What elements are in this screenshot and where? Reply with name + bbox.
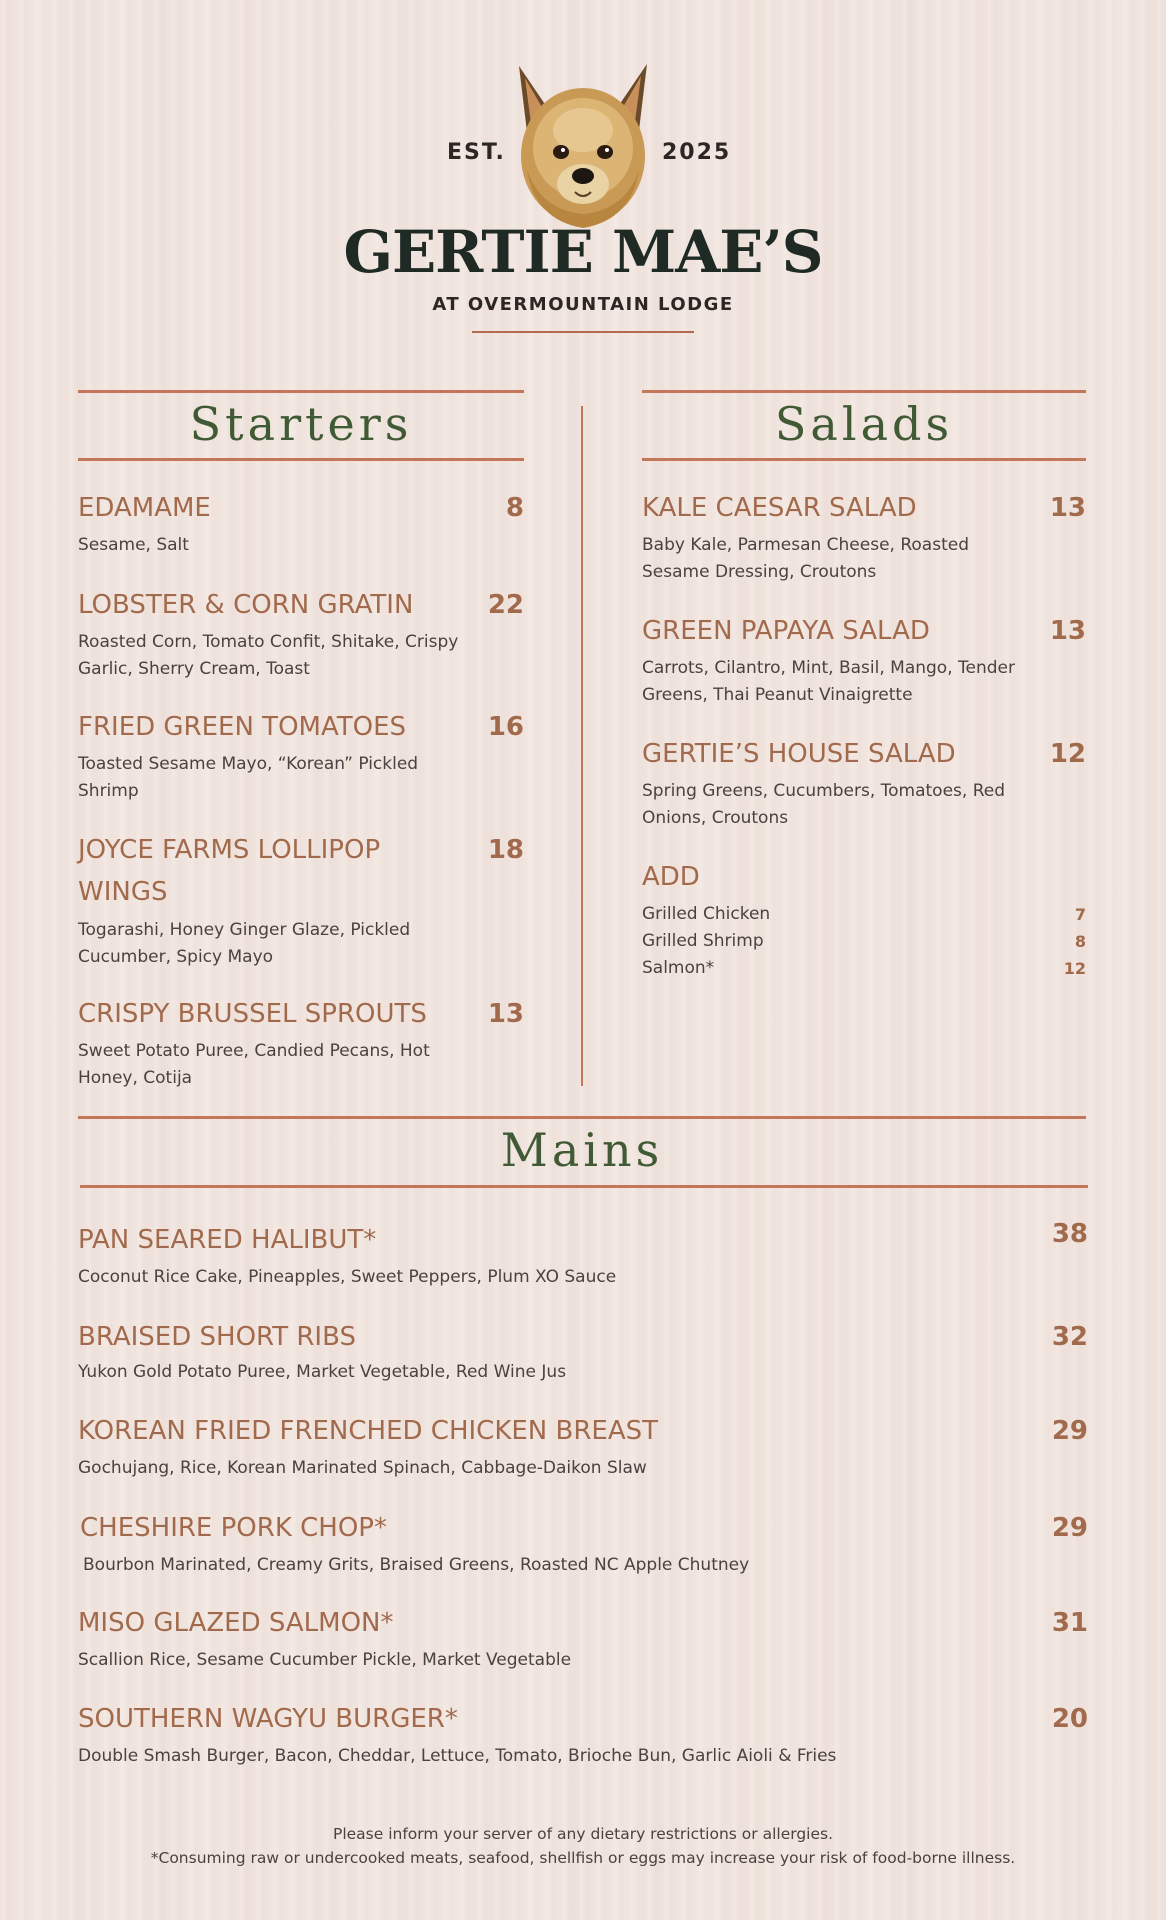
item-price: 29 <box>1051 1513 1088 1543</box>
starters-bottom-rule <box>78 458 524 461</box>
salads-top-rule <box>642 390 1086 393</box>
item-description: Spring Greens, Cucumbers, Tomatoes, Red <box>642 781 1006 801</box>
item-description: Carrots, Cilantro, Mint, Basil, Mango, Tender <box>642 658 1015 678</box>
item-description: Yukon Gold Potato Puree, Market Vegetable, Red Wine Jus <box>78 1362 567 1382</box>
add-on-name: Grilled Chicken <box>642 904 771 924</box>
item-name: GERTIE’S HOUSE SALAD <box>642 739 956 769</box>
item-name: WINGS <box>78 877 168 907</box>
mains-title: Mains <box>500 1123 664 1177</box>
item-description: Shrimp <box>78 781 139 801</box>
item-name: BRAISED SHORT RIBS <box>78 1322 356 1352</box>
item-name: GREEN PAPAYA SALAD <box>642 616 930 646</box>
item-name: LOBSTER & CORN GRATIN <box>78 590 414 620</box>
item-name: CRISPY BRUSSEL SPROUTS <box>78 999 427 1029</box>
item-price: 22 <box>487 590 524 620</box>
item-description: Baby Kale, Parmesan Cheese, Roasted <box>642 535 969 555</box>
item-price: 13 <box>487 999 524 1029</box>
item-name: JOYCE FARMS LOLLIPOP <box>78 835 381 865</box>
add-on-name: Salmon* <box>642 958 715 978</box>
item-price: 8 <box>505 493 524 523</box>
item-description: Bourbon Marinated, Creamy Grits, Braised Greens, Roasted NC Apple Chutney <box>83 1555 750 1575</box>
item-description: Double Smash Burger, Bacon, Cheddar, Lettuce, Tomato, Brioche Bun, Garlic Aioli & Fries <box>78 1746 837 1766</box>
item-description: Scallion Rice, Sesame Cucumber Pickle, Market Vegetable <box>78 1650 572 1670</box>
item-name: CHESHIRE PORK CHOP* <box>80 1513 387 1543</box>
item-name: SOUTHERN WAGYU BURGER* <box>78 1704 458 1734</box>
item-description: Onions, Croutons <box>642 808 789 828</box>
est-year: 2025 <box>662 140 732 165</box>
mains-top-rule <box>78 1116 1086 1119</box>
add-on-name: Grilled Shrimp <box>642 931 764 951</box>
item-price: 18 <box>487 835 524 865</box>
item-name: KOREAN FRIED FRENCHED CHICKEN BREAST <box>78 1416 659 1446</box>
item-name: FRIED GREEN TOMATOES <box>78 712 407 742</box>
add-on-price: 7 <box>1074 905 1086 924</box>
brand-name: GERTIE MAE’S <box>343 218 823 286</box>
item-description: Sweet Potato Puree, Candied Pecans, Hot <box>78 1041 430 1061</box>
salads-title: Salads <box>774 397 954 451</box>
item-description: Cucumber, Spicy Mayo <box>78 947 274 967</box>
column-divider <box>581 406 583 1086</box>
item-description: Togarashi, Honey Ginger Glaze, Pickled <box>78 920 411 940</box>
starters-title: Starters <box>189 397 413 451</box>
yorkshire-terrier-dog-icon <box>505 60 661 230</box>
item-price: 32 <box>1051 1322 1088 1352</box>
brand-divider <box>472 331 694 333</box>
item-description: Sesame Dressing, Croutons <box>642 562 877 582</box>
item-description: Roasted Corn, Tomato Confit, Shitake, Crispy <box>78 632 459 652</box>
item-name: PAN SEARED HALIBUT* <box>78 1225 377 1255</box>
add-ons-title: ADD <box>642 862 700 892</box>
item-description: Sesame, Salt <box>78 535 189 555</box>
item-description: Toasted Sesame Mayo, “Korean” Pickled <box>78 754 419 774</box>
brand-subtitle: AT OVERMOUNTAIN LODGE <box>432 294 734 315</box>
item-price: 29 <box>1051 1416 1088 1446</box>
item-description: Coconut Rice Cake, Pineapples, Sweet Peppers, Plum XO Sauce <box>78 1267 617 1287</box>
mains-bottom-rule <box>80 1185 1088 1188</box>
item-description: Garlic, Sherry Cream, Toast <box>78 659 310 679</box>
item-price: 13 <box>1049 493 1086 523</box>
salads-bottom-rule <box>642 458 1086 461</box>
add-on-price: 8 <box>1074 932 1086 951</box>
starters-top-rule <box>78 390 524 393</box>
item-price: 38 <box>1051 1219 1088 1249</box>
item-name: EDAMAME <box>78 493 211 523</box>
item-price: 13 <box>1049 616 1086 646</box>
item-price: 20 <box>1051 1704 1088 1734</box>
add-on-price: 12 <box>1063 959 1086 978</box>
allergy-notice: Please inform your server of any dietary restrictions or allergies. <box>332 1825 834 1843</box>
item-description: Gochujang, Rice, Korean Marinated Spinach, Cabbage-Daikon Slaw <box>78 1458 647 1478</box>
item-name: KALE CAESAR SALAD <box>642 493 917 523</box>
item-description: Greens, Thai Peanut Vinaigrette <box>642 685 913 705</box>
est-label: EST. <box>447 140 506 165</box>
item-price: 12 <box>1049 739 1086 769</box>
item-description: Honey, Cotija <box>78 1068 193 1088</box>
consumption-warning: *Consuming raw or undercooked meats, seafood, shellfish or eggs may increase your risk of food-borne illness. <box>150 1849 1016 1867</box>
item-price: 16 <box>487 712 524 742</box>
item-price: 31 <box>1051 1608 1088 1638</box>
item-name: MISO GLAZED SALMON* <box>78 1608 394 1638</box>
